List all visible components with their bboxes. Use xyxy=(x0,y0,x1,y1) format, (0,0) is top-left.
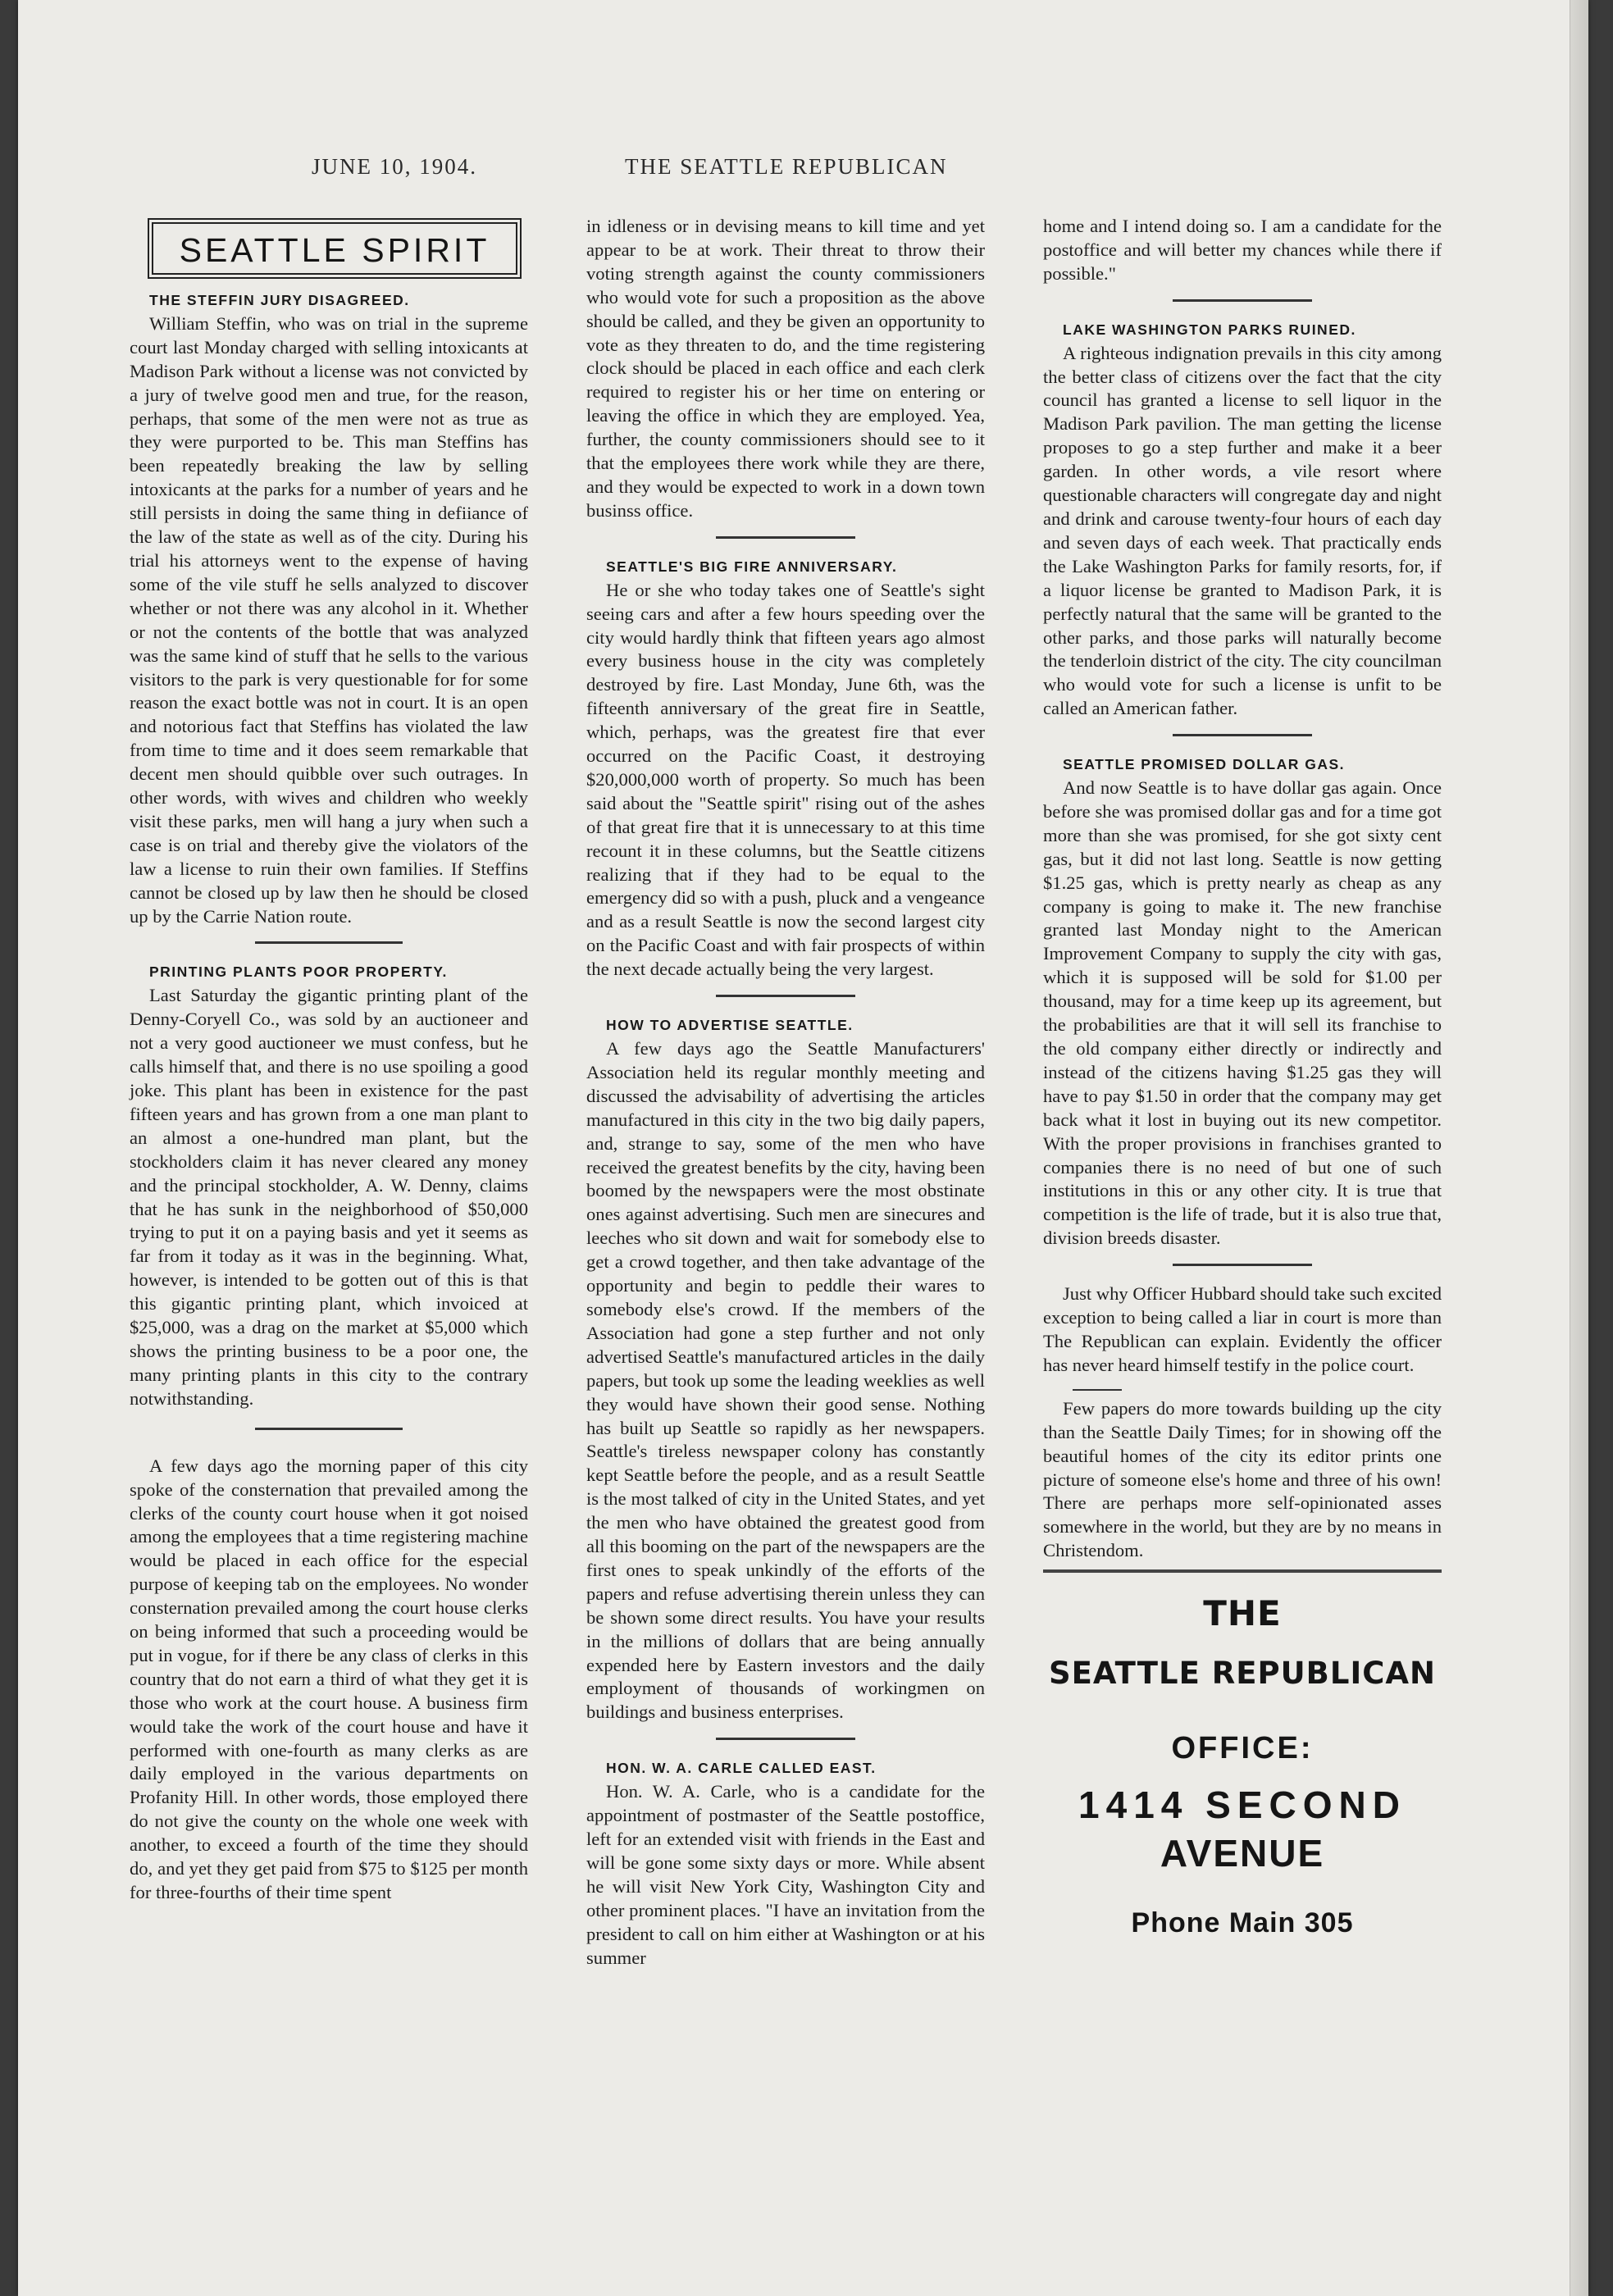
section-rule xyxy=(1173,1264,1312,1266)
article-body-carle-part2: home and I intend doing so. I am a candidate for the postoffice and will better my chances while there if possible." xyxy=(1043,216,1442,284)
section-rule xyxy=(1173,734,1312,736)
article-heading-lake: LAKE WASHINGTON PARKS RUINED. xyxy=(1063,321,1356,338)
section-rule xyxy=(1073,1389,1122,1391)
column-1 xyxy=(130,215,528,1905)
article-body-advertise: A few days ago the Seattle Manufacturers' Association held its regular monthly meeting and discussed the advisability of advertising the articles manufactured in this city in the two big daily papers, and, strange to say, some of the men who have received the greatest benefits by the city, having been boomed by the newspapers were the most obstinate ones against advertising. Such men are sinecures and leeches who sit down and wait for somebody else to get a crowd together, and then take advantage of the opportunity and begin to peddle their wares to somebody else's crowd. If the members of the Association had gone a step further and not only advertised Seattle's manufactured articles in the daily papers, but took up some the leading weeklies as well they would have shown their good sense. Nothing has built up Seattle so rapidly as her newspapers. Seattle's tireless newspaper colony has constantly kept Seattle before the people, and as a result Seattle is the most talked of city in the United States, and yet the men who have obtained the greatest good from all this booming on the part of the newspapers are the first ones to speak unkindly of the efforts of the papers and refuse advertising therein unless they can be shown some direct results. You have your results in the millions of dollars that are being annually expended here by Eastern investors and the daily employment of thousands of workingmen on buildings and business enterprises. xyxy=(586,1038,985,1723)
article-body-printing: Last Saturday the gigantic printing plant of the Denny-Coryell Co., was sold by an auctioneer and not a very good auctioneer we must confess, but he calls himself that, and there is no use spoiling a good joke. This plant has been in existence for the past fifteen years and has grown from a one man plant to an almost a one-hundred man plant, but the stockholders claim it has never cleared any money and the principal stockholder, A. W. Denny, claims that he has sunk in the neighborhood of $50,000 trying to put it on a paying basis and yet it seems as far from it today as it was in the beginning. What, however, is intended to be gotten out of this is that this gigantic printing plant, which invoiced at $25,000, was a drag on the market at $5,000 which shows the printing business to be a poor one, the many printing plants in this city to the contrary notwithstanding. xyxy=(130,985,528,1409)
article-heading-advertise: HOW TO ADVERTISE SEATTLE. xyxy=(606,1017,854,1034)
column-3 xyxy=(1043,215,1442,1938)
advertisement xyxy=(1043,1593,1442,1938)
section-rule xyxy=(716,536,855,539)
column-2 xyxy=(586,215,985,1970)
newspaper-page xyxy=(18,0,1588,2296)
running-title: THE SEATTLE REPUBLICAN xyxy=(625,154,948,179)
page-fold xyxy=(1570,0,1588,2296)
article-body-lake: A righteous indignation prevails in this city among the better class of citizens over the fact that the city council has granted a license to sell liquor in the Madison Park pavilion. The man getting the license proposes to go a step further and make it a beer garden. In other words, a vile resort where questionable characters will congregate day and night and drink and carouse twenty-four hours of each day and seven days of each week. That practically ends the Lake Washington Parks for family resorts, for, if a liquor license be granted to Madison Park, it is perfectly natural that the same will be granted to the other parks, and those parks will naturally become the tenderloin district of the city. The city councilman who would vote for such a license is unfit to be called an American father. xyxy=(1043,342,1442,719)
advert-phone: Phone Main 305 xyxy=(1131,1906,1354,1938)
masthead-title: SEATTLE SPIRIT xyxy=(152,222,517,275)
article-body-hubbard: Just why Officer Hubbard should take such excited exception to being called a liar in court is more than The Republican can explain. Evidently the officer has never heard himself testify in the police court. xyxy=(1043,1283,1442,1375)
section-rule xyxy=(255,1428,403,1430)
article-heading-steffin: THE STEFFIN JURY DISAGREED. xyxy=(149,292,410,308)
article-heading-fire: SEATTLE'S BIG FIRE ANNIVERSARY. xyxy=(606,558,898,575)
advert-paper-name: SEATTLE REPUBLICAN xyxy=(1049,1656,1436,1692)
section-rule xyxy=(1173,299,1312,302)
article-body-clock-part2: in idleness or in devising means to kill time and yet appear to be at work. Their threat to throw their voting strength against the county commissioners who would vote for such a proposition as the above should be called, and they be given an opportunity to vote as they threaten to do, and the time registering clock should be placed in each office and each clerk required to register his or her time on entering or leaving the office in which they are employed. Yea, further, the county commissioners should see to it that the employees there work while they are there, and they would be expected to work in a down town businss office. xyxy=(586,216,985,521)
advert-the: THE xyxy=(1203,1593,1282,1634)
advert-address: 1414 SECOND xyxy=(1078,1783,1406,1826)
article-heading-carle: HON. W. A. CARLE CALLED EAST. xyxy=(606,1760,877,1777)
article-heading-printing: PRINTING PLANTS POOR PROPERTY. xyxy=(149,963,448,981)
article-heading-gas: SEATTLE PROMISED DOLLAR GAS. xyxy=(1063,756,1346,773)
advert-top-rule xyxy=(1043,1569,1442,1573)
article-body-clock-part1: A few days ago the morning paper of this city spoke of the consternation that prevailed among the clerks of the county court house when it got noised among the employees that a time registering machine would be placed in each office for the especial purpose of keeping tab on the employees. No wonder consternation prevailed among the court house clerks on being informed that such a proceeding would be put in vogue, for if there be any class of clerks in this country that do not earn a third of what they get it is those who work at the court house. A business firm would take the work of the court house and have it performed with one-fourth as many clerks as are daily employed in the various departments on Profanity Hill. In other words, those employed there do not give the county on the whole one week with another, to exceed a fourth of the time they should do, and yet they get paid from $75 to $125 per month for three-fourths of their time spent xyxy=(130,1455,528,1902)
article-body-carle-part1: Hon. W. A. Carle, who is a candidate for the appointment of postmaster of the Seattle postoffice, left for an extended visit with friends in the East and will be gone some sixty days or more. While absent he will visit New York City, Washington City and other prominent places. "I have an invitation from the president to call on him either at Washington or at his summer xyxy=(586,1781,985,1968)
article-body-gas: And now Seattle is to have dollar gas again. Once before she was promised dollar gas and for a time got more than she was promised, for she got sixty cent gas, but it did not last long. Seattle is now getting $1.25 gas, which is pretty nearly as cheap as any company is going to make it. The new franchise granted last Monday night to the American Improvement Company to supply the city with gas, which it is supposed will be sold for $1.00 per thousand, may for a time keep up its agreement, but the probabilities are that it will sell its franchise to the old company either directly or indirectly and instead of the citizens having $1.25 gas they will have to pay $1.50 in order that the company may get back what it lost in buying out its new competitor. With the proper provisions in franchises granted to companies there is no need of but one of such institutions in this or any other city. It is true that competition is the life of trade, but it is also true that, division breeds disaster. xyxy=(1043,777,1442,1249)
section-rule xyxy=(716,1738,855,1740)
issue-date: JUNE 10, 1904. xyxy=(312,154,477,179)
section-rule xyxy=(255,941,403,944)
article-body-fire: He or she who today takes one of Seattle's sight seeing cars and after a few hours speeding over the city would hardly think that fifteen years ago almost every business house in the city was completely destroyed by fire. Last Monday, June 6th, was the fifteenth anniversary of the great fire in Seattle, which, perhaps, was the greatest fire that ever occurred on the Pacific Coast, it destroying $20,000,000 worth of property. So much has been said about the "Seattle spirit" rising out of the ashes of that great fire that it is unnecessary to at this time recount it in these columns, but the Seattle citizens realizing that if they had to be equal to the emergency did so with a push, pluck and a vengeance and as a result Seattle is now the second largest city on the Pacific Coast and with fair prospects of within the next decade actually being the very largest. xyxy=(586,579,985,980)
article-body-times: Few papers do more towards building up the city than the Seattle Daily Times; for in showing off the beautiful homes of the city its editor prints one picture of someone else's home and three of his own! There are perhaps more self-opinionated asses somewhere in the world, but they are by no means in Christendom. xyxy=(1043,1397,1442,1561)
article-body-steffin: William Steffin, who was on trial in the supreme court last Monday charged with selling intoxicants at Madison Park without a license was not convicted by a jury of twelve good men and true, for the reason, perhaps, that some of the men were not as true as they were purported to be. This man Steffins has been repeatedly breaking the law by selling intoxicants at the parks for a number of years and he still persists in doing the same thing in defiiance of the law of the state as well as of the city. During his trial his attorneys went to the expense of having some of the vile stuff he sells analyzed to discover whether or not there was any alcohol in it. Whether or not the contents of the bottle that was analyzed was the same kind of stuff that he sells to the various visitors to the park is very questionable for for some reason the exact bottle was not in court. It is an open and notorious fact that Steffins has violated the law from time to time and it does seem remarkable that decent men should quibble over such outrages. In other words, with wives and children who weekly visit these parks, men will hang a jury when such a case is on trial and thereby give the violators of the law a license to ruin their own families. If Steffins cannot be closed up by law then he should be closed up by the Carrie Nation route. xyxy=(130,312,528,927)
masthead-box xyxy=(148,218,522,279)
advert-office-label: OFFICE: xyxy=(1171,1730,1314,1765)
advert-avenue: AVENUE xyxy=(1160,1831,1325,1875)
section-rule xyxy=(716,995,855,997)
